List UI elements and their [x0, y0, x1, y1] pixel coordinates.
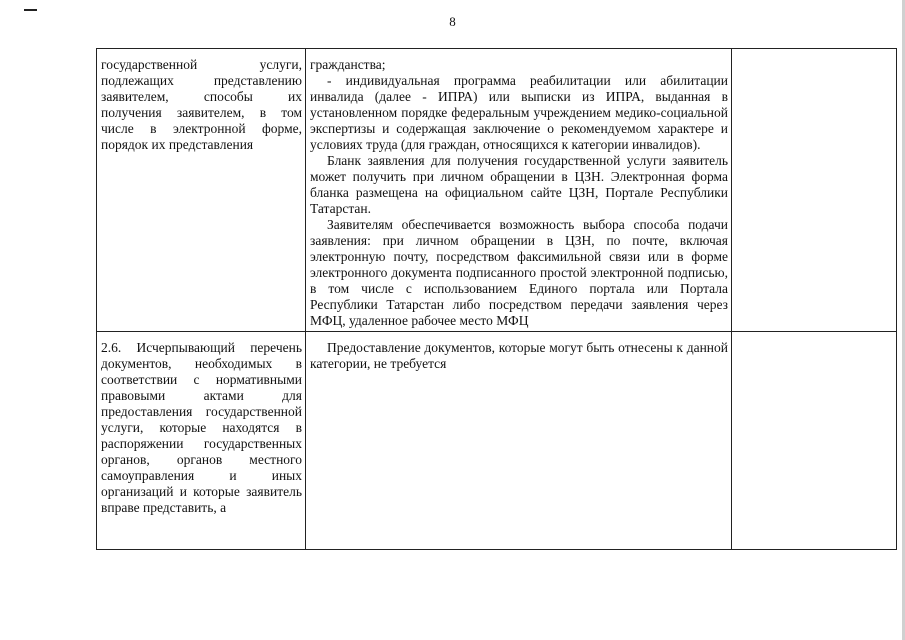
table-cell: [306, 49, 732, 332]
table-cell: [97, 332, 306, 550]
row2-col1-text: 2.6. Исчерпывающий перечень документов, необходимых в соответствии с нормативными правовыми актами для предоставления государственной услуги, которые находятся в распоряжении государственных органов, органов местного самоуправления и иных организаций и которые заявитель вправе представить, а: [101, 340, 302, 515]
document-table: [96, 48, 897, 550]
row1-col2-paragraph: - индивидуальная программа реабилитации или абилитации инвалида (далее - ИПРА) или выписки из ИПРА, выданная в установленном порядке федеральным учреждением медико-социальной экспертизы и содержащая заключение о рекомендуемом характере и условиях труда (для граждан, относящихся к категории инвалидов).: [310, 73, 728, 152]
row1-col1-text: государственной услуги, подлежащих представлению заявителем, способы их получения заявителем, в том числе в электронной форме, порядок их представления: [101, 57, 302, 152]
row1-col2-paragraph: Бланк заявления для получения государственной услуги заявитель может получить при личном обращении в ЦЗН. Электронная форма бланка размещена на официальном сайте ЦЗН, Портале Республики Татарстан.: [310, 153, 728, 216]
row1-col2-paragraph: гражданства;: [310, 57, 386, 72]
row2-col2-text: Предоставление документов, которые могут быть отнесены к данной категории, не требуется: [310, 340, 728, 371]
page-number: 8: [449, 14, 456, 29]
page-corner-mark: [24, 9, 37, 11]
table-cell: [97, 49, 306, 332]
row1-col2-paragraph: Заявителям обеспечивается возможность выбора способа подачи заявления: при личном обращении в ЦЗН, по почте, включая электронную почту, посредством факсимильной связи или в форме электронного документа подписанного простой электронной подписью, в том числе с использованием Единого портала или Портала Республики Татарстан либо посредством передачи заявления через МФЦ, удаленное рабочее место МФЦ: [310, 217, 728, 328]
table-cell: [732, 332, 897, 550]
table-row: [97, 49, 897, 332]
table-row: [97, 332, 897, 550]
table-cell: [306, 332, 732, 550]
table-cell: [732, 49, 897, 332]
